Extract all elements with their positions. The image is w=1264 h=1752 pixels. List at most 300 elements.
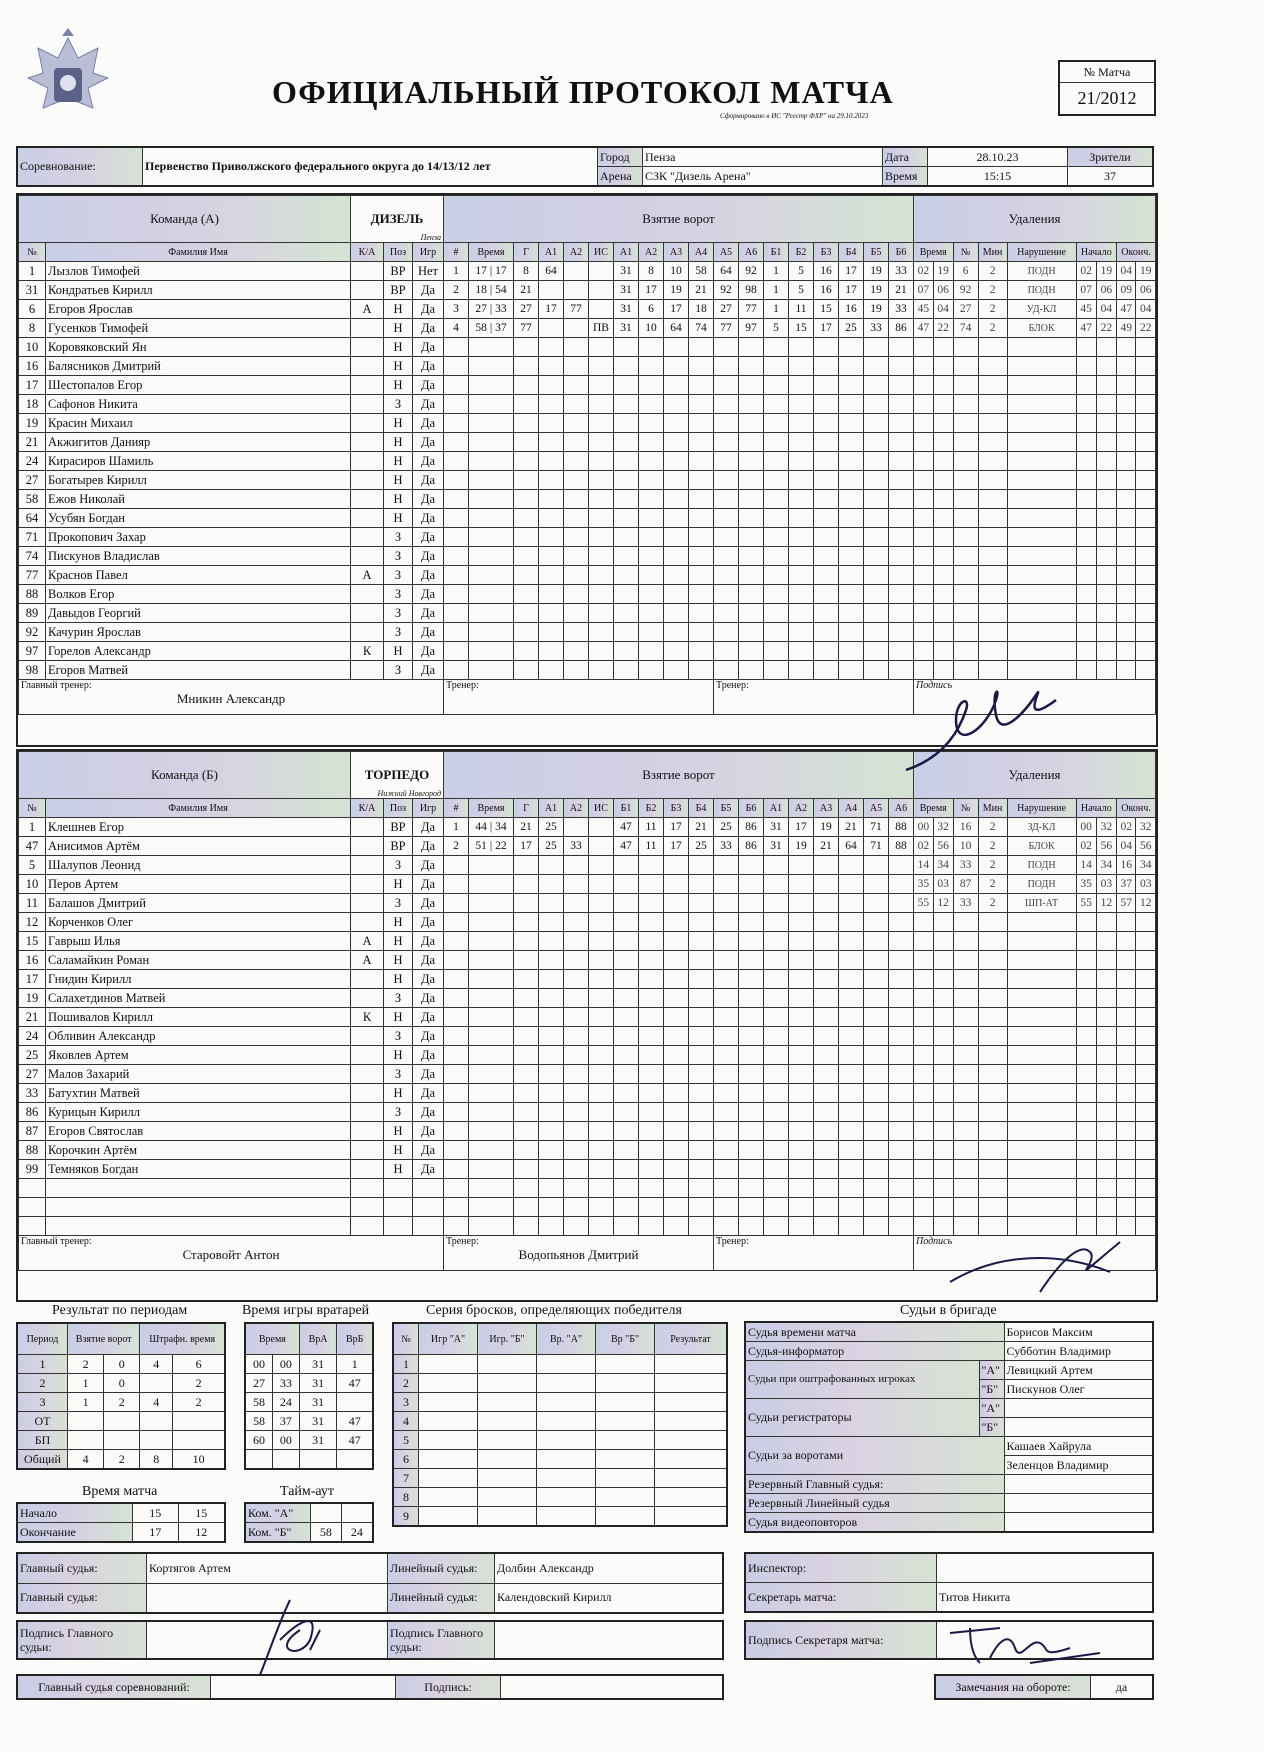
penalty-cell: 2 xyxy=(978,856,1007,875)
goal-cell xyxy=(814,1065,839,1084)
goal-cell xyxy=(564,452,589,471)
goal-cell xyxy=(889,623,914,642)
goal-cell: 21 xyxy=(514,818,539,837)
goal-cell xyxy=(514,1084,539,1103)
goal-cell xyxy=(539,1027,564,1046)
goal-cell xyxy=(589,414,614,433)
goal-cell xyxy=(739,433,764,452)
goal-judges-label: Судьи за воротами xyxy=(745,1437,1004,1475)
penalty-cell xyxy=(1096,1065,1116,1084)
comp-main-judge-label: Главный судья соревнований: xyxy=(17,1675,211,1699)
goal-cell xyxy=(714,642,739,661)
goal-cell xyxy=(839,1122,864,1141)
period-cell xyxy=(140,1374,173,1393)
goal-cell xyxy=(764,1046,789,1065)
shootout-cell xyxy=(596,1450,655,1469)
penalty-cell: 57 xyxy=(1117,894,1136,913)
penalty-cell xyxy=(933,357,953,376)
goal-cell xyxy=(539,989,564,1008)
shootout-cell xyxy=(655,1355,728,1374)
goal-cell xyxy=(589,566,614,585)
penalty-cell: 32 xyxy=(1136,818,1156,837)
penalty-cell xyxy=(933,1084,953,1103)
goal-cell xyxy=(539,1198,564,1217)
penalty-cell: 47 xyxy=(914,319,934,338)
goal-cell xyxy=(714,1122,739,1141)
goal-cell xyxy=(739,547,764,566)
penalty-cell xyxy=(1117,1046,1136,1065)
goal-time xyxy=(469,856,514,875)
shootout-title: Серия бросков, определяющих победителя xyxy=(426,1303,682,1318)
player-captain xyxy=(351,837,384,856)
goal-time xyxy=(469,1122,514,1141)
shootout-cell xyxy=(478,1469,537,1488)
shootout-cell xyxy=(655,1431,728,1450)
penalty-cell xyxy=(953,376,978,395)
goal-cell xyxy=(739,875,764,894)
player-number xyxy=(19,1217,46,1236)
player-captain xyxy=(351,1141,384,1160)
goal-cell xyxy=(589,970,614,989)
goal-cell xyxy=(614,528,639,547)
goal-cell xyxy=(514,642,539,661)
goal-cell xyxy=(739,932,764,951)
goal-cell xyxy=(889,528,914,547)
penalty-cell xyxy=(1076,661,1096,680)
goal-cell: 16 xyxy=(814,262,839,281)
goal-cell xyxy=(739,1008,764,1027)
period-cell xyxy=(140,1431,173,1450)
goal-cell xyxy=(589,395,614,414)
penalty-cell xyxy=(1096,338,1116,357)
goal-cell xyxy=(639,989,664,1008)
period-cell: 4 xyxy=(140,1355,173,1374)
penalty-judge-a-tag: "А" xyxy=(979,1361,1004,1380)
penalty-cell xyxy=(1096,623,1116,642)
player-captain xyxy=(351,661,384,680)
goal-cell xyxy=(739,395,764,414)
penalty-cell xyxy=(933,490,953,509)
player-number: 88 xyxy=(19,585,46,604)
penalty-cell xyxy=(1007,951,1076,970)
goal-cell xyxy=(614,875,639,894)
goal-cell xyxy=(614,1198,639,1217)
player-played: Да xyxy=(413,528,444,547)
penalty-cell xyxy=(933,452,953,471)
goal-cell: 19 xyxy=(864,300,889,319)
penalty-cell xyxy=(953,395,978,414)
penalty-cell xyxy=(1096,1084,1116,1103)
shootout-cell xyxy=(537,1355,596,1374)
player-name: Малов Захарий xyxy=(46,1065,351,1084)
sign-main-judge-label: Подпись Главного судьи: xyxy=(17,1621,147,1659)
penalty-cell xyxy=(1096,1027,1116,1046)
goal-cell xyxy=(814,1122,839,1141)
coach-name: Водопьянов Дмитрий xyxy=(518,1247,639,1262)
penalty-cell xyxy=(1136,989,1156,1008)
goal-cell xyxy=(589,875,614,894)
goal-cell xyxy=(614,856,639,875)
goal-cell xyxy=(889,547,914,566)
shootout-number: 3 xyxy=(393,1393,419,1412)
goal-cell xyxy=(564,894,589,913)
goal-cell xyxy=(614,894,639,913)
goal-cell xyxy=(664,528,689,547)
gk-cell xyxy=(245,1450,273,1470)
goal-cell: 31 xyxy=(764,837,789,856)
sign-label: Подпись xyxy=(916,680,953,691)
goal-cell xyxy=(564,1217,589,1236)
penalty-cell xyxy=(914,414,934,433)
col-header: Время xyxy=(914,243,954,262)
goal-cell xyxy=(514,894,539,913)
penalty-cell xyxy=(978,951,1007,970)
goal-cell xyxy=(764,528,789,547)
date-value: 28.10.23 xyxy=(928,147,1068,167)
goal-time-sec: 37 xyxy=(495,322,507,334)
col-header: А6 xyxy=(889,799,914,818)
player-number: 1 xyxy=(19,818,46,837)
penalty-cell xyxy=(1096,509,1116,528)
penalty-cell xyxy=(933,376,953,395)
goal-cell xyxy=(789,1046,814,1065)
player-position: Н xyxy=(384,414,413,433)
goal-time-min: 18 xyxy=(475,284,487,296)
goal-cell: 1 xyxy=(764,281,789,300)
goal-cell: 97 xyxy=(739,319,764,338)
goal-cell xyxy=(664,490,689,509)
penalty-cell xyxy=(933,642,953,661)
goal-cell xyxy=(564,376,589,395)
goal-cell xyxy=(564,913,589,932)
goal-cell: 71 xyxy=(864,837,889,856)
shootout-row xyxy=(393,1431,727,1450)
penalty-cell xyxy=(933,1027,953,1046)
col-header: Нарушение xyxy=(1007,799,1076,818)
shootout-row xyxy=(393,1469,727,1488)
goal-cell xyxy=(614,623,639,642)
player-row xyxy=(19,1065,1156,1084)
eagle-emblem-icon xyxy=(18,28,118,138)
goal-cell xyxy=(864,642,889,661)
col-header: Б1 xyxy=(614,799,639,818)
goal-cell xyxy=(689,951,714,970)
goal-cell xyxy=(839,471,864,490)
goal-cell xyxy=(789,932,814,951)
shootout-cell xyxy=(537,1431,596,1450)
match-end-label: Окончание xyxy=(17,1523,133,1543)
goal-cell xyxy=(614,509,639,528)
player-position: Н xyxy=(384,1084,413,1103)
penalty-cell xyxy=(933,338,953,357)
goal-cell: 25 xyxy=(689,837,714,856)
shootout-cell xyxy=(655,1469,728,1488)
penalty-cell xyxy=(1076,951,1096,970)
goal-cell: 21 xyxy=(689,818,714,837)
period-cell xyxy=(140,1412,173,1431)
penalty-cell xyxy=(1117,970,1136,989)
player-row xyxy=(19,932,1156,951)
player-captain xyxy=(351,357,384,376)
period-cell xyxy=(104,1431,140,1450)
goal-cell xyxy=(589,661,614,680)
goal-cell: 47 xyxy=(614,818,639,837)
penalty-cell xyxy=(1007,913,1076,932)
penalty-cell xyxy=(1096,661,1116,680)
penalty-cell xyxy=(1117,1141,1136,1160)
goal-cell xyxy=(739,566,764,585)
penalty-cell xyxy=(914,932,934,951)
shootout-cell xyxy=(419,1450,478,1469)
goal-cell xyxy=(864,471,889,490)
period-cell: 2 xyxy=(173,1374,225,1393)
penalty-cell: 2 xyxy=(978,894,1007,913)
col-header: А1 xyxy=(539,799,564,818)
penalty-cell xyxy=(933,471,953,490)
goal-cell xyxy=(839,1084,864,1103)
goal-cell xyxy=(839,875,864,894)
goal-cell xyxy=(564,1008,589,1027)
goal-cell xyxy=(889,1065,914,1084)
penalty-cell xyxy=(914,913,934,932)
goal-cell xyxy=(444,338,469,357)
player-row xyxy=(19,528,1156,547)
goal-cell xyxy=(839,395,864,414)
penalty-cell xyxy=(914,395,934,414)
goal-cell: 11 xyxy=(639,837,664,856)
goal-cell xyxy=(514,528,539,547)
period-row xyxy=(17,1393,225,1412)
goal-cell xyxy=(664,1217,689,1236)
goal-cell xyxy=(764,566,789,585)
goal-cell: 5 xyxy=(764,319,789,338)
penalty-cell xyxy=(1117,452,1136,471)
player-number: 25 xyxy=(19,1046,46,1065)
shootout-row xyxy=(393,1507,727,1527)
goal-cell xyxy=(764,509,789,528)
penalty-cell: 33 xyxy=(953,856,978,875)
goal-cell xyxy=(764,856,789,875)
goal-cell xyxy=(839,1141,864,1160)
goal-cell xyxy=(764,585,789,604)
penalty-cell xyxy=(978,471,1007,490)
player-position: Н xyxy=(384,300,413,319)
goal-cell xyxy=(589,1027,614,1046)
penalty-cell: 10 xyxy=(953,837,978,856)
team_a-name xyxy=(351,196,444,243)
goal-cell xyxy=(664,566,689,585)
penalty-cell: 03 xyxy=(1096,875,1116,894)
goal-cell xyxy=(589,951,614,970)
goal-cell xyxy=(514,1198,539,1217)
player-name xyxy=(46,1217,351,1236)
goal-cell xyxy=(889,894,914,913)
goal-cell xyxy=(639,338,664,357)
registrar-b-tag: "Б" xyxy=(979,1418,1004,1437)
goal-cell xyxy=(814,585,839,604)
col-header: № xyxy=(19,799,46,818)
goal-cell xyxy=(639,1065,664,1084)
goal-cell xyxy=(814,471,839,490)
player-row xyxy=(19,1122,1156,1141)
player-row xyxy=(19,604,1156,623)
time-value: 15:15 xyxy=(928,167,1068,187)
goal-cell xyxy=(864,528,889,547)
goal-cell xyxy=(614,1160,639,1179)
player-captain xyxy=(351,818,384,837)
goal-cell xyxy=(664,414,689,433)
penalty-cell xyxy=(1007,1179,1076,1198)
player-name: Корченков Олег xyxy=(46,913,351,932)
penalty-cell: 56 xyxy=(933,837,953,856)
goal-time xyxy=(469,414,514,433)
penalty-cell xyxy=(1117,528,1136,547)
team_b-table xyxy=(18,751,1156,1271)
goal-cell: 16 xyxy=(839,300,864,319)
goal-time xyxy=(469,1179,514,1198)
goal-cell xyxy=(589,989,614,1008)
penalty-cell xyxy=(978,566,1007,585)
goal-cell xyxy=(789,970,814,989)
player-position: З xyxy=(384,1065,413,1084)
period-cell: 1 xyxy=(67,1374,103,1393)
goal-cell xyxy=(889,1217,914,1236)
goal-cell xyxy=(689,1179,714,1198)
penalty-cell xyxy=(978,338,1007,357)
penalty-cell xyxy=(914,547,934,566)
goal-cell xyxy=(664,1046,689,1065)
penalty-cell xyxy=(914,433,934,452)
penalty-cell xyxy=(1096,547,1116,566)
goal-cell xyxy=(814,623,839,642)
arena-value: СЗК "Дизель Арена" xyxy=(643,167,883,187)
penalty-cell: 19 xyxy=(1136,262,1156,281)
goal-cell xyxy=(814,1103,839,1122)
player-captain xyxy=(351,281,384,300)
penalty-cell: 35 xyxy=(914,875,934,894)
goal-cell xyxy=(539,471,564,490)
goal-cell: 64 xyxy=(539,262,564,281)
goal-cell: 31 xyxy=(614,319,639,338)
penalty-cell xyxy=(1096,490,1116,509)
goal-cell xyxy=(589,894,614,913)
col-header: ВрА xyxy=(299,1323,337,1355)
player-position: Н xyxy=(384,452,413,471)
shootout-cell xyxy=(655,1374,728,1393)
goal-cell xyxy=(564,1027,589,1046)
goal-cell: 2 xyxy=(444,837,469,856)
player-name xyxy=(46,1198,351,1217)
coach-a-signature xyxy=(896,670,1076,780)
goal-cell xyxy=(889,1160,914,1179)
penalty-cell xyxy=(953,1198,978,1217)
goal-cell xyxy=(514,338,539,357)
goal-time xyxy=(469,894,514,913)
penalty-cell xyxy=(933,1179,953,1198)
goal-cell xyxy=(764,661,789,680)
penalty-cell xyxy=(1007,395,1076,414)
shootout-row xyxy=(393,1355,727,1374)
player-position: З xyxy=(384,528,413,547)
penalty-cell xyxy=(1096,1160,1116,1179)
penalty-cell xyxy=(1007,528,1076,547)
goal-cell xyxy=(714,357,739,376)
player-number: 33 xyxy=(19,1084,46,1103)
goal-cell xyxy=(714,951,739,970)
player-position: З xyxy=(384,395,413,414)
goal-cell xyxy=(664,1027,689,1046)
timeout-b-min: 24 xyxy=(341,1523,373,1543)
player-position: З xyxy=(384,661,413,680)
penalty-cell xyxy=(1096,528,1116,547)
goal-cell xyxy=(589,1217,614,1236)
penalty-cell: 22 xyxy=(933,319,953,338)
goal-cell xyxy=(864,1027,889,1046)
goal-cell xyxy=(814,433,839,452)
player-number: 99 xyxy=(19,1160,46,1179)
goal-cell xyxy=(564,932,589,951)
head-coach-name: Мникин Александр xyxy=(176,691,286,706)
goal-time xyxy=(469,528,514,547)
goal-cell xyxy=(689,433,714,452)
shootout-cell xyxy=(655,1488,728,1507)
goal-cell xyxy=(714,566,739,585)
goal-cell xyxy=(889,414,914,433)
player-captain xyxy=(351,894,384,913)
goal-cell xyxy=(689,1122,714,1141)
col-header: Б2 xyxy=(789,243,814,262)
col-header: Оконч. xyxy=(1117,799,1156,818)
player-number: 17 xyxy=(19,970,46,989)
goal-cell xyxy=(689,395,714,414)
info-judge-label: Судья-информатор xyxy=(745,1342,1004,1361)
goal-cell: 17 xyxy=(539,300,564,319)
shootout-number: 7 xyxy=(393,1469,419,1488)
penalty-cell xyxy=(1096,1179,1116,1198)
goal-cell xyxy=(764,989,789,1008)
penalty-cell xyxy=(978,1179,1007,1198)
penalty-cell xyxy=(1136,376,1156,395)
penalty-cell xyxy=(1136,970,1156,989)
registrar-judges-label: Судьи регистраторы xyxy=(745,1399,979,1437)
goal-cell xyxy=(564,989,589,1008)
player-name: Егоров Ярослав xyxy=(46,300,351,319)
penalty-cell xyxy=(1007,471,1076,490)
penalty-cell xyxy=(1007,1008,1076,1027)
penalty-cell xyxy=(1096,932,1116,951)
player-captain xyxy=(351,471,384,490)
penalty-cell xyxy=(978,1198,1007,1217)
head-coach-name: Старовойт Антон xyxy=(182,1247,280,1262)
goal-cell xyxy=(444,528,469,547)
goal-cell xyxy=(839,913,864,932)
player-name: Кирасиров Шамиль xyxy=(46,452,351,471)
player-name: Красин Михаил xyxy=(46,414,351,433)
col-header: Мин xyxy=(978,243,1007,262)
player-number: 17 xyxy=(19,376,46,395)
goal-cell xyxy=(689,490,714,509)
penalty-cell xyxy=(914,471,934,490)
goal-time xyxy=(469,566,514,585)
player-captain xyxy=(351,1084,384,1103)
goal-cell xyxy=(864,661,889,680)
penalty-cell: 49 xyxy=(1117,319,1136,338)
goal-cell xyxy=(444,395,469,414)
penalty-cell: БЛОК xyxy=(1007,837,1076,856)
player-number: 8 xyxy=(19,319,46,338)
goal-cell xyxy=(564,471,589,490)
col-header: Б6 xyxy=(739,799,764,818)
